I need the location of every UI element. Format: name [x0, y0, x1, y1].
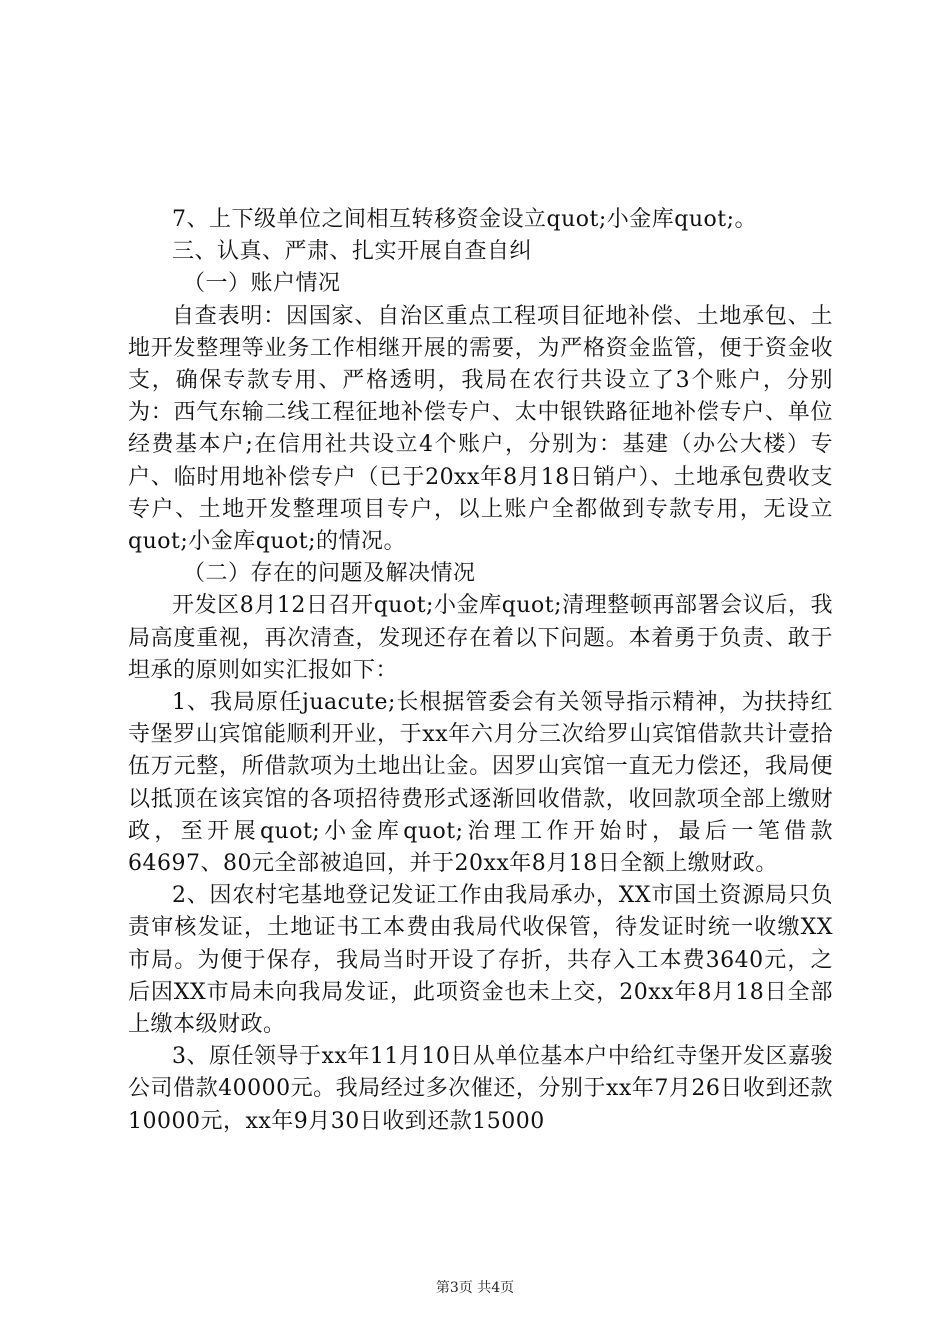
subsection-heading-accounts: （一）账户情况 — [183, 271, 341, 297]
paragraph-accounts: 自查表明：因国家、自治区重点工程项目征地补偿、土地承包、土地开发整理等业务工作相继开展的需要，为严格资金监管，便于资金收支，确保专款专用、严格透明，我局在农行共设立了3个账户，分别为：西气东输二线工程征地补偿专户、太中银铁路征地补偿专户、单位经费基本户;在信用社共设立4个账户，分别为：基建（办公大楼）专户、临时用地补偿专户（已于20xx年8月18日销户）、土地承包费收支专户、土地开发整理项目专户，以上账户全都做到专款专用，无设立quot;小金库quot;的情况。 — [128, 303, 833, 555]
paragraph-problems-intro: 开发区8月12日召开quot;小金库quot;清理整顿再部署会议后，我局高度重视，再次清查，发现还存在着以下问题。本着勇于负责、敢于坦承的原则如实汇报如下： — [128, 593, 833, 683]
page-footer — [0, 1279, 950, 1297]
subsection-heading-problems: （二）存在的问题及解决情况 — [183, 561, 476, 587]
page-number: 第3页 共4页 — [435, 1280, 515, 1296]
document-body — [128, 204, 833, 1138]
section-heading-self-check: 三、认真、严肃、扎实开展自查自纠 — [172, 239, 533, 265]
paragraph-item-7: 7、上下级单位之间相互转移资金设立quot;小金库quot;。 — [172, 207, 757, 232]
paragraph-problem-2: 2、因农村宅基地登记发证工作由我局承办，XX市国土资源局只负责审核发证，土地证书工本费由我局代收保管，待发证时统一收缴XX市局。为便于保存，我局当时开设了存折，共存入工本费3640元，之后因XX市局未向我局发证，此项资金也未上交，20xx年8月18日全部上缴本级财政。 — [128, 883, 833, 1038]
paragraph-problem-3: 3、原任领导于xx年11月10日从单位基本户中给红寺堡开发区嘉骏公司借款40000元。我局经过多次催还，分别于xx年7月26日收到还款10000元，xx年9月30日收到还款15000 — [128, 1044, 833, 1134]
paragraph-problem-1: 1、我局原任juacute;长根据管委会有关领导指示精神，为扶持红寺堡罗山宾馆能顺利开业，于xx年六月分三次给罗山宾馆借款共计壹拾伍万元整，所借款项为土地出让金。因罗山宾馆一直无力偿还，我局便以抵顶在该宾馆的各项招待费形式逐渐回收借款，收回款项全部上缴财政，至开展quot;小金库quot;治理工作开始时，最后一笔借款64697、80元全部被追回，并于20xx年8月18日全额上缴财政。 — [128, 690, 833, 877]
